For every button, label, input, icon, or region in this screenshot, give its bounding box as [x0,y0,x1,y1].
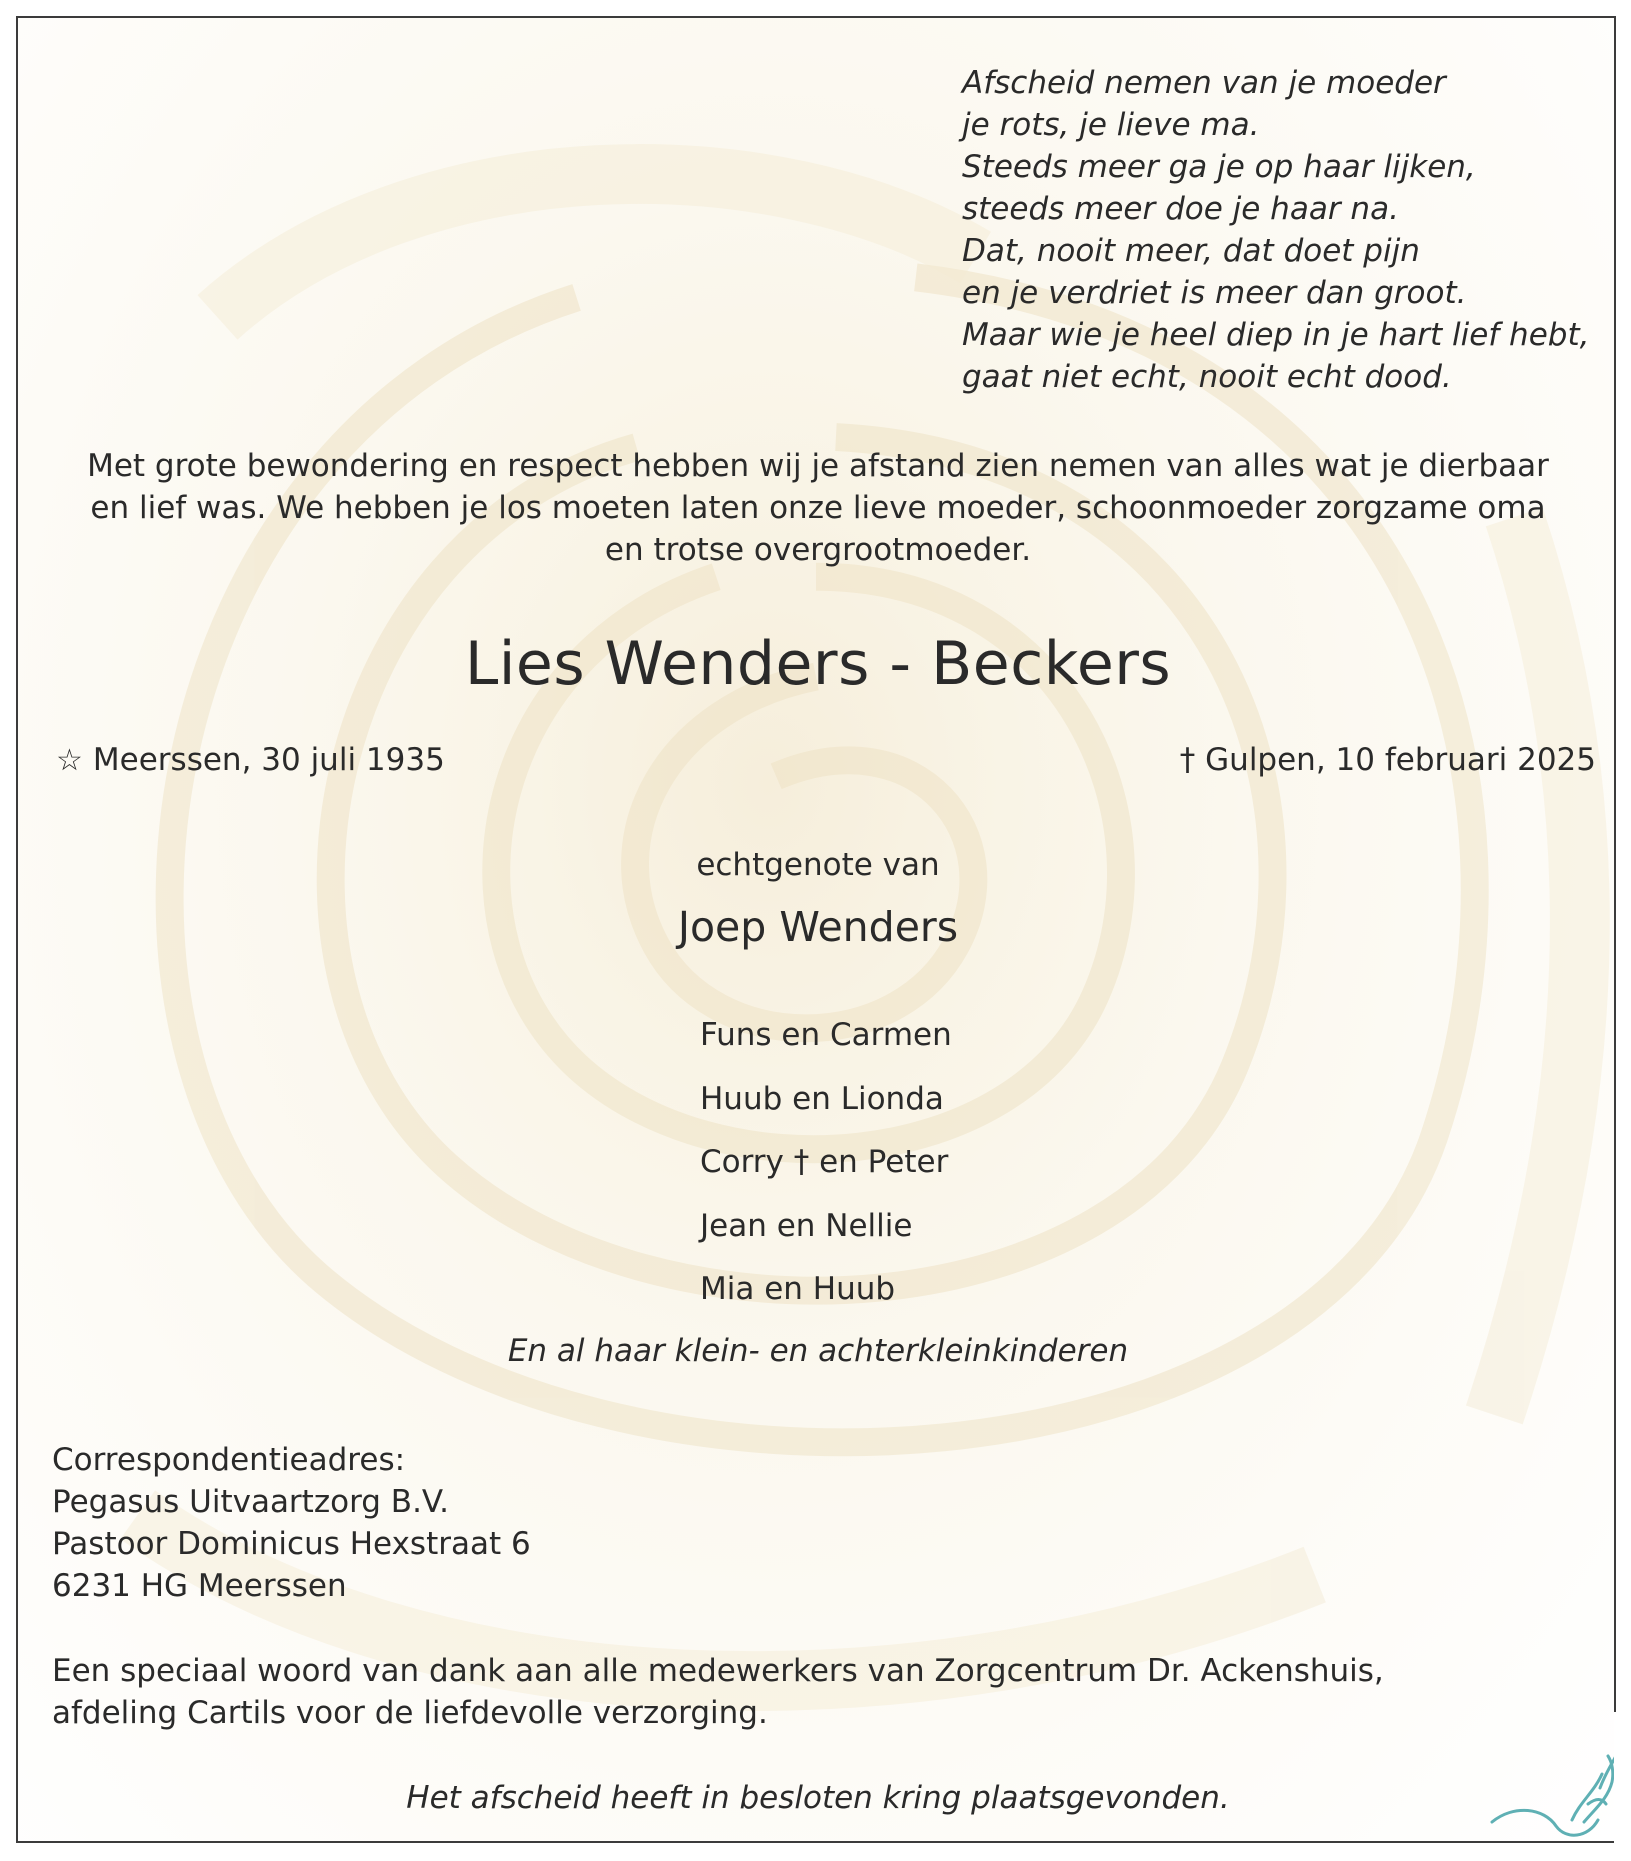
poem-line: gaat niet echt, nooit echt dood. [962,359,1452,395]
address-line: Pegasus Uitvaartzorg B.V. [52,1484,449,1520]
address-line: Pastoor Dominicus Hexstraat 6 [52,1526,531,1562]
correspondence-address [52,1439,852,1607]
death-date: † Gulpen, 10 februari 2025 [1179,742,1596,778]
list-item: Huub en Lionda [700,1080,944,1117]
pegasus-logo-icon [1484,1712,1624,1852]
birth-date: Meerssen, 30 juli 1935 [92,742,445,778]
list-item: Mia en Huub [700,1271,896,1307]
address-line: Correspondentieadres: [52,1442,406,1478]
intro-line: Met grote bewondering en respect hebben wij je afstand zien nemen van alles wat je dierbaar [87,448,1549,484]
star-icon: ☆ [56,743,83,778]
spouse-name: Joep Wenders [677,903,959,951]
deceased-name: Lies Wenders - Beckers [464,629,1172,699]
list-item: Corry † en Peter [700,1144,949,1180]
poem-line: en je verdriet is meer dan groot. [962,275,1467,311]
grandchildren-line: En al haar klein- en achterkleinkinderen [507,1333,1129,1369]
thanks-line: Een speciaal woord van dank aan alle medewerkers van Zorgcentrum Dr. Ackenshuis, [52,1653,1384,1689]
intro-line: en trotse overgrootmoeder. [604,532,1032,568]
thanks-text [52,1650,1572,1734]
poem-line: Dat, nooit meer, dat doet pijn [962,233,1420,269]
poem-line: Steeds meer ga je op haar lijken, [962,149,1476,185]
thanks-line: afdeling Cartils voor de liefdevolle verzorging. [52,1695,768,1731]
birth-info [56,740,445,781]
address-line: 6231 HG Meerssen [52,1568,347,1604]
spouse-label: echtgenote van [696,847,940,883]
poem-line: steeds meer doe je haar na. [962,191,1399,227]
children-list [700,1014,1200,1332]
poem [962,62,1612,398]
closing-line: Het afscheid heeft in besloten kring plaatsgevonden. [406,1780,1230,1816]
obituary-card [16,16,1616,1843]
intro-text [58,445,1578,571]
intro-line: en lief was. We hebben je los moeten laten onze lieve moeder, schoonmoeder zorgzame oma [90,490,1546,526]
poem-line: je rots, je lieve ma. [962,107,1260,143]
poem-line: Afscheid nemen van je moeder [962,65,1446,101]
poem-line: Maar wie je heel diep in je hart lief hebt, [962,317,1590,353]
list-item: Funs en Carmen [700,1017,952,1053]
list-item: Jean en Nellie [700,1207,913,1244]
